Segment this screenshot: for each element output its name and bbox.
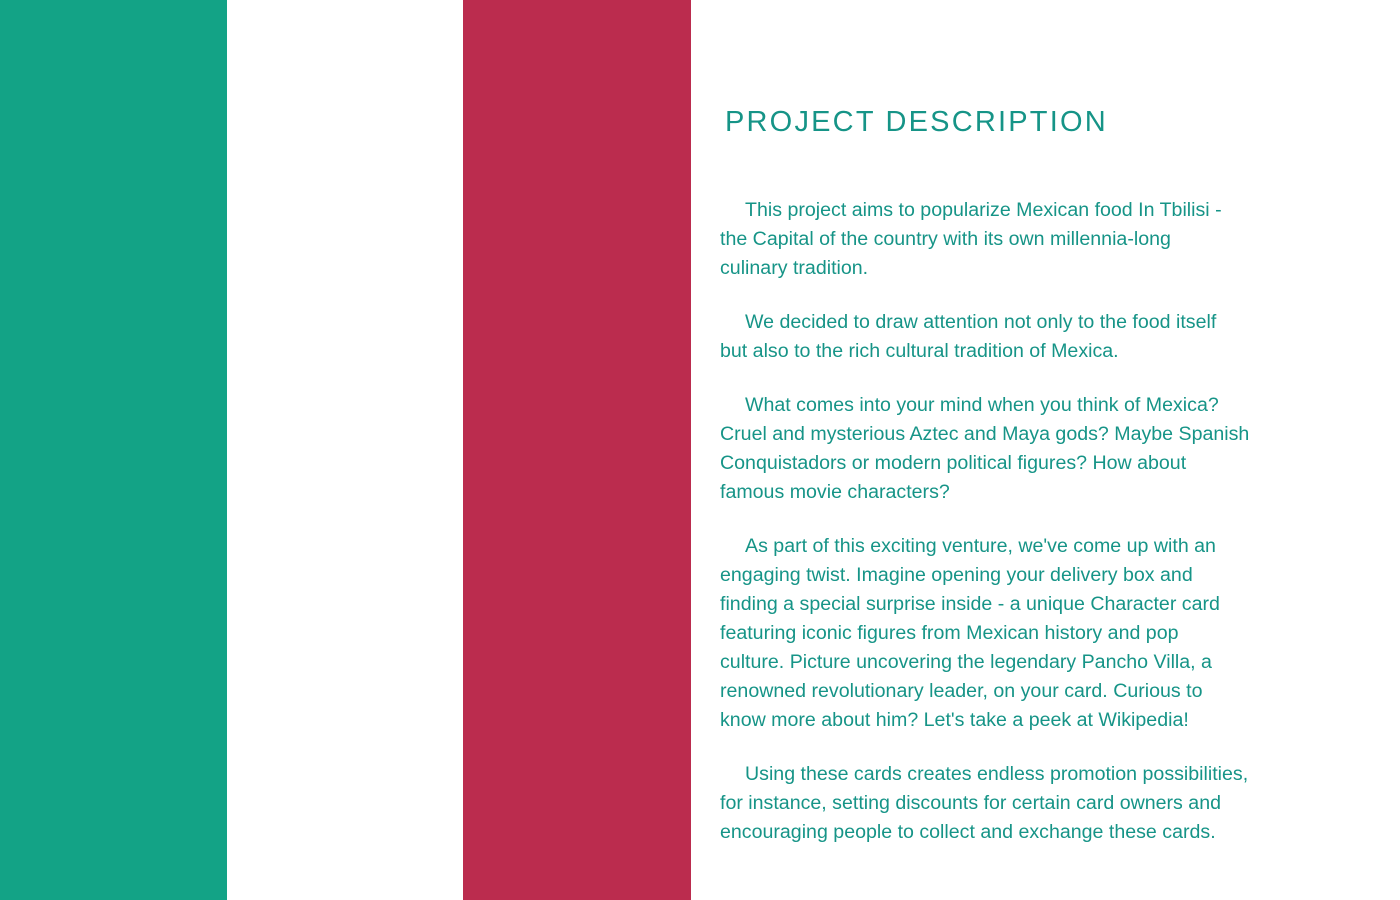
paragraph-line: What comes into your mind when you think of Mexica?	[745, 394, 1219, 416]
paragraph-line: This project aims to popularize Mexican food In Tbilisi -	[745, 199, 1222, 221]
paragraph-line: know more about him? Let's take a peek at Wikipedia!	[720, 709, 1189, 731]
paragraph-line: We decided to draw attention not only to the food itself	[745, 311, 1217, 333]
flag-stripe-green	[0, 0, 227, 900]
paragraph-line: encouraging people to collect and exchange these cards.	[720, 821, 1216, 843]
paragraph-line: culture. Picture uncovering the legendary Pancho Villa, a	[720, 651, 1212, 673]
paragraph-line: finding a special surprise inside - a unique Character card	[720, 593, 1220, 615]
flag-stripe-white	[227, 0, 463, 900]
description-body	[720, 196, 1249, 872]
paragraph-line: culinary tradition.	[720, 257, 869, 279]
paragraph-line: the Capital of the country with its own millennia-long	[720, 228, 1171, 250]
paragraph-line: Using these cards creates endless promotion possibilities,	[745, 763, 1249, 785]
paragraph-line: renowned revolutionary leader, on your card. Curious to	[720, 680, 1203, 702]
description-paragraph	[720, 391, 1249, 507]
paragraph-line: featuring iconic figures from Mexican history and pop	[720, 622, 1179, 644]
paragraph-line: engaging twist. Imagine opening your delivery box and	[720, 564, 1193, 586]
paragraph-line: famous movie characters?	[720, 481, 950, 503]
paragraph-line: for instance, setting discounts for certain card owners and	[720, 792, 1221, 814]
page-title: PROJECT DESCRIPTION	[725, 106, 1108, 138]
flag-stripe-red	[463, 0, 691, 900]
description-paragraph	[720, 308, 1249, 366]
paragraph-line: but also to the rich cultural tradition of Mexica.	[720, 340, 1119, 362]
paragraph-line: Cruel and mysterious Aztec and Maya gods? Maybe Spanish	[720, 423, 1250, 445]
description-paragraph	[720, 532, 1249, 735]
paragraph-line: Conquistadors or modern political figures? How about	[720, 452, 1187, 474]
paragraph-line: As part of this exciting venture, we've come up with an	[745, 535, 1216, 557]
description-paragraph	[720, 760, 1249, 847]
description-paragraph	[720, 196, 1249, 283]
